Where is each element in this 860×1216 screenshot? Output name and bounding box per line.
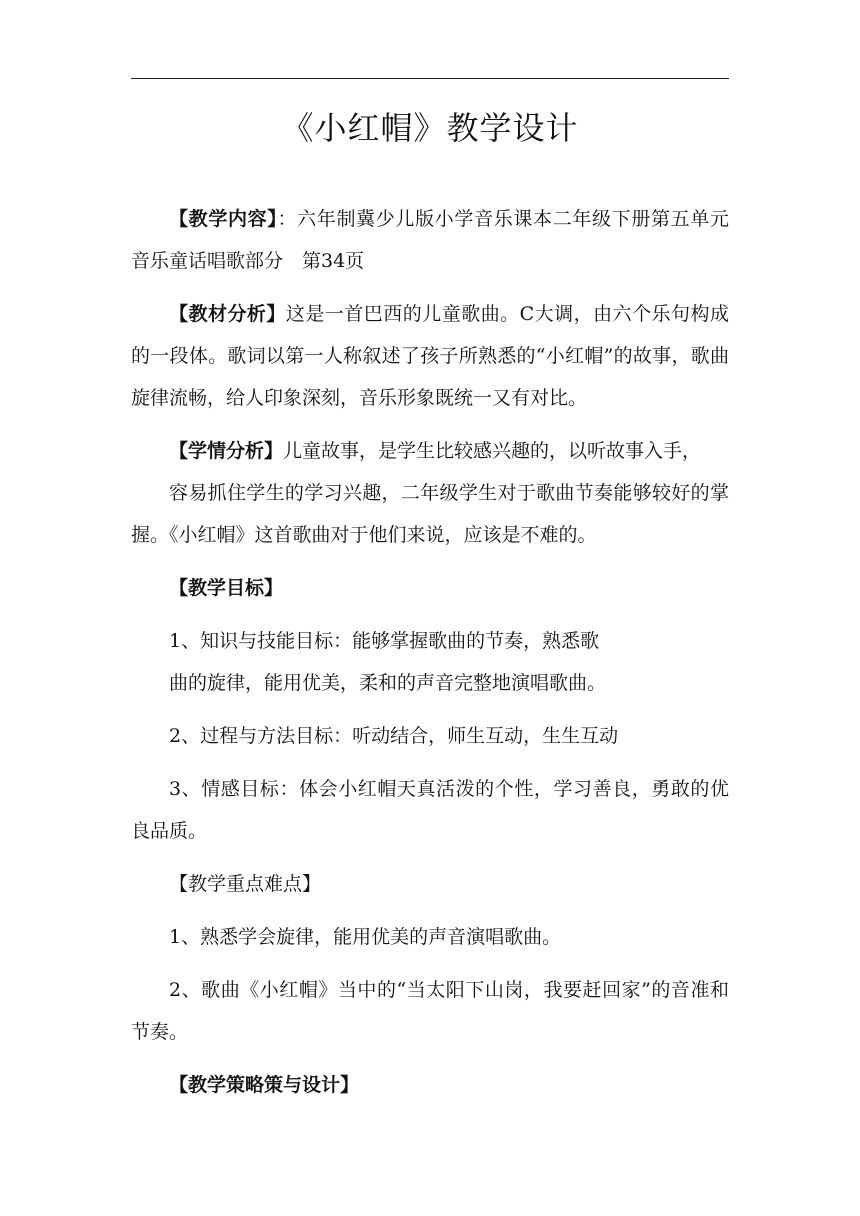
document-title: 《小红帽》教学设计 bbox=[281, 109, 579, 147]
document-body bbox=[131, 198, 729, 1106]
key-point-item-1: 1、熟悉学会旋律，能用优美的声音演唱歌曲。 bbox=[169, 926, 562, 948]
content-text: ：六年制冀少儿版小学音乐课本二年级下册第五单元音乐童话唱歌部分 第34页 bbox=[131, 208, 729, 272]
material-paragraph bbox=[131, 293, 729, 419]
learners-text-1: 儿童故事，是学生比较感兴趣的，以听故事入手， bbox=[283, 440, 702, 462]
goal-item-3: 3、情感目标：体会小红帽天真活泼的个性，学习善良，勇敢的优良品质。 bbox=[131, 778, 729, 842]
goal-item-1a: 1、知识与技能目标：能够掌握歌曲的节奏，熟悉歌 bbox=[169, 630, 600, 652]
learners-paragraph-2: 容易抓住学生的学习兴趣，二年级学生对于歌曲节奏能够较好的掌握。《小红帽》这首歌曲对于他们来说，应该是不难的。 bbox=[131, 482, 729, 546]
header-rule bbox=[131, 78, 729, 79]
strategy-heading: 【教学策略策与设计】 bbox=[169, 1074, 360, 1096]
content-heading: 【教学内容】 bbox=[169, 208, 278, 230]
key-point-item-2: 2、歌曲《小红帽》当中的“当太阳下山岗，我要赶回家”的音准和节奏。 bbox=[131, 979, 729, 1043]
learners-heading: 【学情分析】 bbox=[169, 440, 284, 462]
content-paragraph bbox=[131, 198, 729, 282]
goals-heading: 【教学目标】 bbox=[169, 577, 284, 599]
material-text: 这是一首巴西的儿童歌曲。C大调，由六个乐句构成的一段体。歌词以第一人称叙述了孩子所熟悉的“小红帽”的故事，歌曲旋律流畅，给人印象深刻，音乐形象既统一又有对比。 bbox=[131, 303, 729, 409]
goal-item-2: 2、过程与方法目标：听动结合，师生互动，生生互动 bbox=[169, 725, 619, 747]
material-heading: 【教材分析】 bbox=[169, 303, 286, 325]
key-points-heading: 【教学重点难点】 bbox=[169, 873, 322, 895]
goal-item-1b: 曲的旋律，能用优美，柔和的声音完整地演唱歌曲。 bbox=[169, 672, 607, 694]
learners-paragraph bbox=[131, 430, 729, 472]
